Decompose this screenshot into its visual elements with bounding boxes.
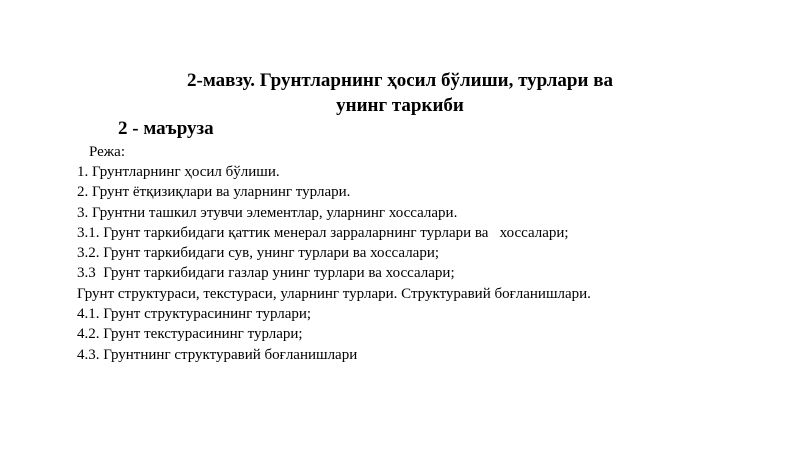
plan-item: 4.2. Грунт текстурасининг турлари; [77, 326, 303, 343]
plan-item: 4.1. Грунт структурасининг турлари; [77, 306, 312, 323]
plan-item: 3. Грунтни ташкил этувчи элементлар, уларнинг хоссалари. [77, 204, 458, 221]
slide-title-line-1: 2-мавзу. Грунтларнинг ҳосил бўлиши, турлари ва [187, 70, 613, 91]
plan-item: 4.3. Грунтнинг структуравий боғланишлари [77, 346, 358, 363]
plan-list [77, 162, 591, 365]
plan-item: 3.2. Грунт таркибидаги сув, унинг турлари ва хоссалари; [77, 245, 440, 262]
plan-item: Грунт структураси, текстураси, уларнинг турлари. Структуравий боғланишлари. [77, 285, 591, 302]
plan-label: Режа: [89, 144, 125, 160]
slide-title [150, 68, 650, 118]
plan-item: 2. Грунт ётқизиқлари ва уларнинг турлари. [77, 184, 351, 201]
slide-title-line-2: унинг таркиби [336, 95, 464, 116]
plan-item: 1. Грунтларнинг ҳосил бўлиши. [77, 164, 280, 180]
lecture-number: 2 - маъруза [118, 118, 214, 139]
plan-item: 3.3 Грунт таркибидаги газлар унинг турлари ва хоссалари; [77, 265, 455, 282]
plan-item: 3.1. Грунт таркибидаги қаттик менерал зарраларнинг турлари ва хоссалари; [77, 224, 569, 241]
